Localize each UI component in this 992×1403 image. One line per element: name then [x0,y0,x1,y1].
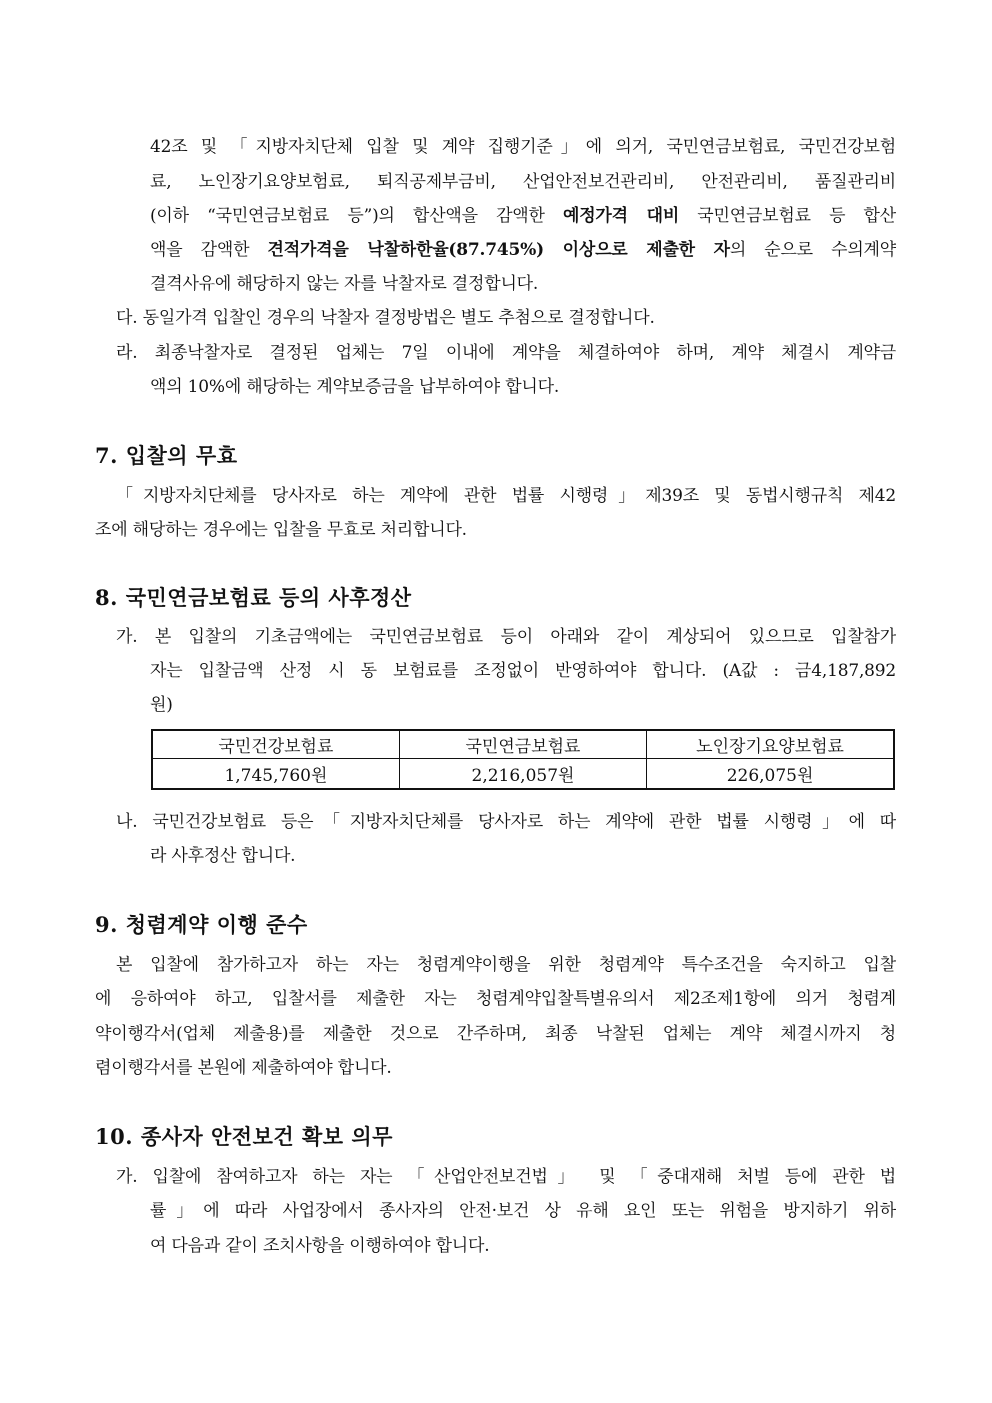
section-10-ga-line-1: 가. 입찰에 참여하고자 하는 자는 「산업안전보건법」 및 「중대재해 처벌 등에 관한 법 [116,1167,896,1187]
section-8-ga-line-2: 자는 입찰금액 산정 시 동 보험료를 조정없이 반영하여야 합니다. (A값 : 금4,187,892 [150,661,896,681]
premium-table [151,729,895,790]
premium-table-cell: 1,745,760원 [152,759,399,790]
section-9-line-2: 에 응하여야 하고, 입찰서를 제출한 자는 청렴계약입찰특별유의서 제2조제1항에 의거 청렴계 [95,989,896,1009]
section-10-ga-line-2: 률」에 따라 사업장에서 종사자의 안전·보건 상 유해 요인 또는 위험을 방지하기 위하 [150,1201,896,1221]
section-9-title: 9. 청렴계약 이행 준수 [95,912,308,937]
section-10-title: 10. 종사자 안전보건 확보 의무 [95,1124,393,1149]
bold-phrase-estimated-price: 예정가격 대비 [562,206,680,226]
section-9-line-1: 본 입찰에 참가하고자 하는 자는 청렴계약이행을 위한 청렴계약 특수조건을 숙지하고 입찰 [116,955,896,975]
section-10-ga-line-3: 여 다음과 같이 조치사항을 이행하여야 합니다. [150,1236,490,1256]
bold-phrase-lower-limit-rate: 견적가격을 낙찰하한율(87.745%) 이상으로 제출한 자 [267,240,730,260]
section-9-line-3: 약이행각서(업체 제출용)를 제출한 것으로 간주하며, 최종 낙찰된 업체는 계약 체결시까지 청 [95,1024,896,1044]
premium-table-cell: 2,216,057원 [399,759,646,790]
intro-line-4: 액을 감액한 견적가격을 낙찰하한율(87.745%) 이상으로 제출한 자의 순으로 수의계약 [150,240,896,260]
intro-line-3: (이하 “국민연금보험료 등”)의 합산액을 감액한 예정가격 대비 국민연금보험료 등 합산 [150,206,896,226]
section-8-na-line-1: 나. 국민건강보험료 등은「지방자치단체를 당사자로 하는 계약에 관한 법률 시행령」에 따 [116,812,896,832]
intro-line-2: 료, 노인장기요양보험료, 퇴직공제부금비, 산업안전보건관리비, 안전관리비, 품질관리비 [150,172,896,192]
premium-table-header: 노인장기요양보험료 [647,730,894,759]
item-ra-line-2: 액의 10%에 해당하는 계약보증금을 납부하여야 합니다. [150,377,560,397]
item-ra-line-1: 라. 최종낙찰자로 결정된 업체는 7일 이내에 계약을 체결하여야 하며, 계약 체결시 계약금 [116,343,896,363]
intro-line-5: 결격사유에 해당하지 않는 자를 낙찰자로 결정합니다. [150,274,539,294]
premium-table-header: 국민건강보험료 [152,730,399,759]
section-8-na-line-2: 라 사후정산 합니다. [150,846,296,866]
section-8-ga-line-1: 가. 본 입찰의 기초금액에는 국민연금보험료 등이 아래와 같이 계상되어 있으므로 입찰참가 [116,627,896,647]
premium-table-value-row [152,759,894,790]
section-9-line-4: 렴이행각서를 본원에 제출하여야 합니다. [95,1058,392,1078]
section-8-title: 8. 국민연금보험료 등의 사후정산 [95,585,412,610]
premium-table-cell: 226,075원 [647,759,894,790]
section-8-ga-line-3: 원) [150,695,173,715]
section-7-line-2: 조에 해당하는 경우에는 입찰을 무효로 처리합니다. [95,520,467,540]
section-7-title: 7. 입찰의 무효 [95,443,238,468]
item-da: 다. 동일가격 입찰인 경우의 낙찰자 결정방법은 별도 추첨으로 결정합니다. [116,308,655,328]
intro-line-1: 42조 및 「지방자치단체 입찰 및 계약 집행기준」에 의거, 국민연금보험료, 국민건강보험 [150,137,896,157]
section-7-line-1: 「지방자치단체를 당사자로 하는 계약에 관한 법률 시행령」제39조 및 동법시행규칙 제42 [116,486,896,506]
premium-table-header-row [152,730,894,759]
premium-table-header: 국민연금보험료 [399,730,646,759]
